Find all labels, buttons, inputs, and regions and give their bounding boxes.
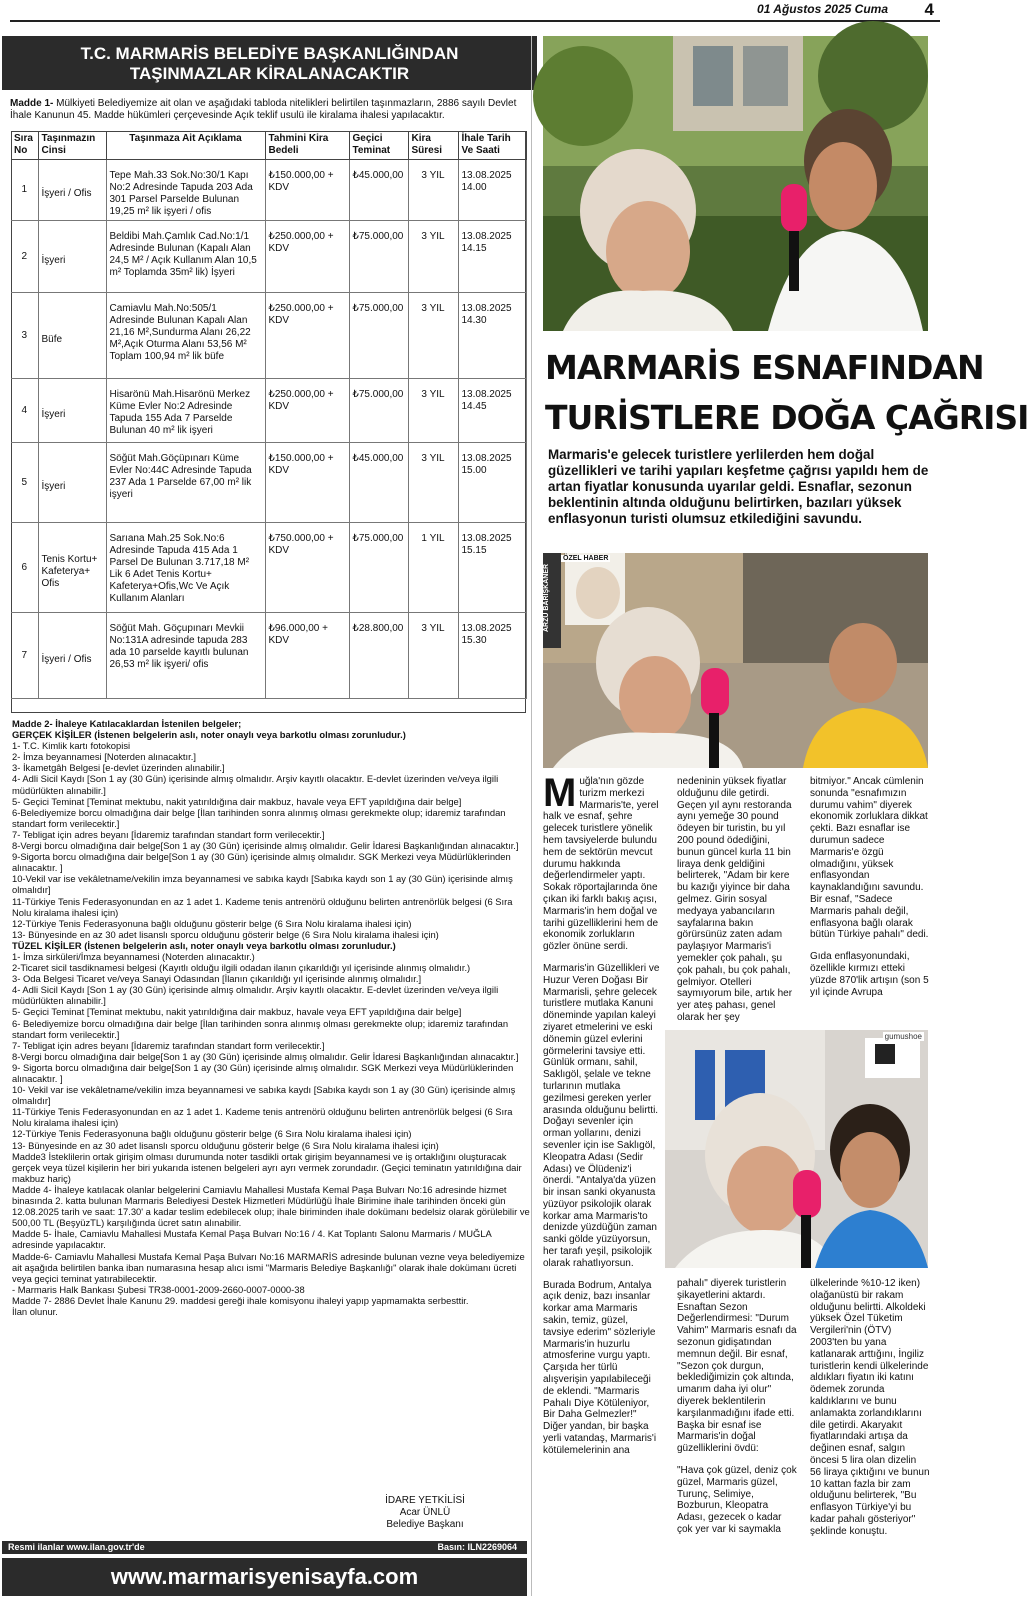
exclusive-label: ÖZEL HABER	[563, 555, 609, 562]
row-date: 13.08.2025 15.15	[458, 523, 526, 613]
row-deposit: ₺45.000,00	[349, 160, 408, 221]
row-no: 1	[11, 160, 38, 221]
col-header: Geçici Teminat	[349, 131, 408, 160]
col-header: Taşınmazın Cinsi	[38, 131, 106, 160]
requirement-line: 11-Türkiye Tenis Federasyonundan en az 1 adet 1. Kademe tenis antrenörü olduğunu belirten antrenörlük belgesi (6 Sıra Nolu kiralama ihalesi için)	[12, 895, 513, 918]
requirement-line: 13- Bünyesinde en az 30 adet lisanslı sporcu olduğunu gösterir belge (6 Sıra Nolu kiralama ihalesi için)	[12, 1139, 439, 1151]
row-type: İşyeri / Ofis	[38, 613, 106, 699]
row-deposit: ₺75.000,00	[349, 379, 408, 443]
row-description: Söğüt Mah.Göçüpınarı Küme Evler No:44C Adresinde Tapuda 237 Ada 1 Parselde 67,00 m² lik işyeri	[106, 443, 265, 523]
requirement-line: 10-Vekil var ise vekâletname/vekilin imza beyannamesi ve sabıka kaydı [Sabıka kaydı son 1 ay (30 Gün) içerisinde almış olmalıdır]	[12, 873, 513, 896]
row-no: 7	[11, 613, 38, 699]
col2b-para1: pahalı" diyerek turistlerin şikayetlerini aktardı. Esnaftan Sezon Değerlendirmesi: "Durum Vahim" Marmaris esnafı da sezonun gidişatından memnun değil. Bir esnaf, "Sezon çok durgun, beklediğimizin çok altında, umarım daha iyi olur" diyerek beklentilerin karşılanmadığını ifade etti. Başka bir esnaf ise Marmaris'in doğal güzelliklerini övdü:	[677, 1278, 797, 1455]
row-description: Camiavlu Mah.No:505/1 Adresinde Bulunan Kapalı Alan 21,16 M²,Sundurma Alanı 26,22 M²,Açık Oturma Alanı 53,56 M² Toplam 100,94 m² lik büfe	[106, 293, 265, 379]
requirement-line: 6-Belediyemize borcu olmadığına dair belge [İlan tarihinden sonra alınmış olması gerekmekte olup; idaremiz tarafından standart form verilecektir.]	[12, 806, 506, 829]
photo-interview-3	[665, 1030, 928, 1268]
requirement-line: 11-Türkiye Tenis Federasyonundan en az 1 adet 1. Kademe tenis antrenörü olduğunu belirten antrenörlük belgesi (6 Sıra Nolu kiralama ihalesi için)	[12, 1106, 513, 1129]
requirement-line: 2- İmza beyannamesi [Noterden alınacaktır.]	[12, 751, 196, 763]
row-description: Söğüt Mah. Göçupınarı Mevkii No:131A adresinde tapuda 283 ada 10 parselde kayıtlı bulunan 26,53 m² lik işyeri/ ofis	[106, 613, 265, 699]
table-row	[11, 523, 526, 613]
requirement-line: 2-Ticaret sicil tasdiknamesi belgesi (Kayıtlı olduğu ilgili odadan ilanın çıkarıldığı yıl içerisinde alınmış olmalıdır.)	[12, 962, 471, 974]
row-date: 13.08.2025 14.30	[458, 293, 526, 379]
article-col-3-top	[810, 776, 930, 1008]
row-duration: 3 YIL	[408, 221, 458, 293]
col-header: Tahmini Kira Bedeli	[265, 131, 349, 160]
row-duration: 3 YIL	[408, 443, 458, 523]
row-deposit: ₺75.000,00	[349, 523, 408, 613]
row-rent: ₺750.000,00 + KDV	[265, 523, 349, 613]
row-description: Hisarönü Mah.Hisarönü Merkez Küme Evler No:2 Adresinde Tapuda 155 Ada 7 Parselde Bulunan 40 m² lik işyeri	[106, 379, 265, 443]
article-col-3-bottom: ülkelerinde %10-12 iken) olağanüstü bir rakam olduğunu belirtti. Alkoldeki yüksek Özel Tüketim Vergileri'nin (ÖTV) 2003'ten bu yana katlanarak arttığını, İngiliz turistlerin kendi ülkelerinde aldıkları fiyatın iki katını ödemek zorunda kaldıklarını ve bunu anlamakta zorlandıklarını dile getirdi. Akaryakıt fiyatlarındaki artışa da değinen esnaf, salgın öncesi 5 lira olan dizelin 56 liraya çıktığını ve bunun 10 kattan fazla bir zam olduğunu belirterek, "Bu enflasyon Türkiye'yi bu kadar pahalı gösteriyor" şeklinde konuştu.	[810, 1278, 930, 1537]
requirement-line: 8-Vergi borcu olmadığına dair belge[Son 1 ay (30 Gün) içerisinde almış olmalıdır. Gelir İdaresi Başkanlığından alınacaktır.]	[12, 840, 519, 852]
row-duration: 3 YIL	[408, 613, 458, 699]
col3-para1: bitmiyor." Ancak cümlenin sonunda "esnafımızın durumu vahim" diyerek ekonomik zorluklara dikkat çekti. Bazı esnaflar ise durumun sadece Marmaris'e özgü olmadığını, yüksek enflasyondan kaynaklandığını savundu. Bir esnaf, "Sadece Marmaris pahalı değil, enflasyona bağlı olarak bütün Türkiye pahalı" dedi.	[810, 776, 929, 941]
requirement-line: 3- Oda Belgesi Ticaret ve/veya Sanayi Odasından [İlanın çıkarıldığı yıl içerisinde alınmış olmalıdır.]	[12, 973, 422, 985]
requirement-line: 9- Sigorta borcu olmadığına dair belge[Son 1 ay (30 Gün) içerisinde almış olmalıdır. SGK Merkezi veya Müdürlüklerinden alınacaktır. ]	[12, 1061, 514, 1084]
requirement-line: 12-Türkiye Tenis Federasyonuna bağlı olduğunu gösterir belge (6 Sıra Nolu kiralama ihalesi için)	[12, 917, 412, 929]
article-col-2-top: nedeninin yüksek fiyatlar olduğunu dile getirdi. Geçen yıl aynı restoranda aynı yemeğe 30 pound ödeyen bir turistin, bu yıl 200 pound ödediğini, bunun güncel kurla 11 bin liraya denk geldiğini belirterek, "Adam bir kere bu kazığı yiyince bir daha gelmez. Girin sosyal medyaya yabancıların sayfalarına bakın görürsünüz zaten adam paylaşıyor Marmaris'i yemekler çok pahalı, şu çok pahalı, bu çok pahalı, gelmiyor. Otelleri saymıyorum bile, artık her yer ateş pahası, genel olarak her şey	[677, 776, 793, 1023]
row-deposit: ₺45.000,00	[349, 443, 408, 523]
row-deposit: ₺75.000,00	[349, 221, 408, 293]
row-type: İşyeri	[38, 443, 106, 523]
row-duration: 1 YIL	[408, 523, 458, 613]
col-header: Taşınmaza Ait Açıklama	[106, 131, 265, 160]
row-date: 13.08.2025 14.15	[458, 221, 526, 293]
row-rent: ₺150.000,00 + KDV	[265, 443, 349, 523]
row-no: 3	[11, 293, 38, 379]
requirement-line: Madde3 İsteklilerin ortak girişim olması durumunda noter tasdikli ortak girişim beyannamesi ve iş ortaklığını oluşturacak gerçek veya tüzel kişilerin her biri yukarıda istenen belgeleri ayrı ayrı vermek zorundadır. (Geçici teminatın yatırıldığına dair makbuz hariç)	[12, 1150, 522, 1184]
col3-para2: Gıda enflasyonundaki, özellikle kırmızı etteki yüzde 870'lik artışın (son 5 yıl içinde Avrupa	[810, 951, 929, 998]
row-date: 13.08.2025 14.00	[458, 160, 526, 221]
requirement-line: 4- Adli Sicil Kaydı [Son 1 ay (30 Gün) içerisinde almış olmalıdır. Arşiv kayıtlı olacaktır. E-devlet üzerinden ve/veya ilgili müdürlükten alınabilir.]	[12, 773, 499, 796]
photo-interview-2	[543, 553, 928, 768]
requirement-line: 4- Adli Sicil Kaydı [Son 1 ay (30 Gün) içerisinde almış olmalıdır. Arşiv kayıtlı olacaktır. E-devlet üzerinden ve/veya ilgili müdürlükten alınabilir.]	[12, 984, 499, 1007]
table-row	[11, 293, 526, 379]
article-col-1	[543, 771, 661, 1467]
col2b-para2: "Hava çok güzel, deniz çok güzel, Marmaris güzel, Turunç, Selimiye, Bozburun, Kleopatra Adası, gezecek o kadar çok yer var ki saymakla	[677, 1464, 797, 1535]
row-rent: ₺150.000,00 + KDV	[265, 160, 349, 221]
website-banner[interactable]: www.marmarisyenisayfa.com	[2, 1558, 527, 1596]
property-table	[11, 131, 527, 699]
requirement-line: 13- Bünyesinde en az 30 adet lisanslı sporcu olduğunu gösterir belge (6 Sıra Nolu kiralama ihalesi için)	[12, 928, 439, 940]
row-type: İşyeri	[38, 221, 106, 293]
requirement-line: 10- Vekil var ise vekâletname/vekilin imza beyannamesi ve sabıka kaydı [Sabıka kaydı son 1 ay (30 Gün) içerisinde almış olmalıdır]	[12, 1084, 516, 1107]
requirement-line: Madde-6- Camiavlu Mahallesi Mustafa Kemal Paşa Bulvarı No:16 MARMARİS adresinde bulunan vezne veya belediyemize ait aşağıda belirtilen banka iban numarasına hesap alıcı ismi "Marmaris Belediye Başkanlığı" olarak ihale dokümanı ücreti veya geçici teminat yatırabilecektir.	[12, 1250, 525, 1284]
requirement-line: 5- Geçici Teminat [Teminat mektubu, nakit yatırıldığına dair makbuz, havale veya EFT yapıldığına dair belge]	[12, 1006, 462, 1018]
row-rent: ₺250.000,00 + KDV	[265, 221, 349, 293]
col-header: İhale Tarih Ve Saati	[458, 131, 526, 160]
signature-block	[340, 1495, 510, 1531]
sign-title: İDARE YETKİLİSİ	[385, 1495, 465, 1506]
sign-role: Belediye Başkanı	[386, 1519, 464, 1530]
col-header: Sıra No	[11, 131, 38, 160]
row-rent: ₺250.000,00 + KDV	[265, 379, 349, 443]
row-duration: 3 YIL	[408, 379, 458, 443]
footer-basin-code: Basın: ILN2269064	[437, 1542, 517, 1552]
requirement-line: 1- T.C. Kimlik kartı fotokopisi	[12, 740, 131, 752]
row-duration: 3 YIL	[408, 293, 458, 379]
table-row	[11, 221, 526, 293]
row-deposit: ₺75.000,00	[349, 293, 408, 379]
header-rule	[10, 20, 940, 22]
requirement-line: Madde 7- 2886 Devlet İhale Kanunu 29. maddesi gereği ihale komisyonu ihaleyi yapıp yapmamakta serbesttir.	[12, 1294, 469, 1306]
row-no: 6	[11, 523, 38, 613]
requirement-line: Madde 2- İhaleye Katılacaklardan İstenilen belgeler;	[12, 718, 242, 729]
requirement-line: TÜZEL KİŞİLER (İstenen belgelerin aslı, noter onaylı veya barkotlu olması zorunludur.)	[12, 939, 396, 951]
row-description: Sarıana Mah.25 Sok.No:6 Adresinde Tapuda 415 Ada 1 Parsel De Bulunan 3.717,18 M² Lik 6 Adet Tenis Kortu+ Kafeterya+Ofis,Wc Ve Açık Kullanım Alanları	[106, 523, 265, 613]
row-description: Beldibi Mah.Çamlık Cad.No:1/1 Adresinde Bulunan (Kapalı Alan 24,5 M² / Açık Kullanım Alan 10,5 m² Toplamda 35m² lik) İşyeri	[106, 221, 265, 293]
row-duration: 3 YIL	[408, 160, 458, 221]
sign-name: Acar ÜNLÜ	[399, 1507, 451, 1518]
row-type: İşyeri	[38, 379, 106, 443]
requirement-line: - Marmaris Halk Bankası Şubesi TR38-0001-2009-2660-0007-0000-38	[12, 1283, 305, 1295]
table-row	[11, 379, 526, 443]
requirement-line: 5- Geçici Teminat [Teminat mektubu, nakit yatırıldığına dair makbuz, havale veya EFT yapıldığına dair belge]	[12, 795, 462, 807]
requirement-line: İlan olunur.	[12, 1305, 58, 1317]
issue-date: 01 Ağustos 2025 Cuma	[757, 2, 888, 16]
photo-interview-1	[543, 36, 928, 331]
requirement-line: 1- İmza sirküleri/İmza beyannamesi (Noterden alınacaktır.)	[12, 950, 255, 962]
headline-line1: MARMARİS ESNAFINDAN	[545, 348, 984, 387]
row-description: Tepe Mah.33 Sok.No:30/1 Kapı No:2 Adresinde Tapuda 203 Ada 301 Parsel Parselde Bulunan 19,25 m² lik işyeri / ofis	[106, 160, 265, 221]
row-date: 13.08.2025 15.30	[458, 613, 526, 699]
row-no: 2	[11, 221, 38, 293]
row-type: Büfe	[38, 293, 106, 379]
col1-para3: Burada Bodrum, Antalya açık deniz, bazı insanlar korkar ama Marmaris sakin, temiz, güzel, tavsiye ederim" sözleriyle Marmaris'in huzurlu atmosferine vurgu yaptı. Çarşıda her türlü alışverişin yapılabileceği de eklendi. "Marmaris Pahalı Diye Kötüleniyor, Bir Daha Gelmezler!" Diğer yandan, bir başka yerli vatandaş, Marmaris'i kötülemelerinin ana	[543, 1279, 657, 1456]
table-row	[11, 613, 526, 699]
row-date: 13.08.2025 14.45	[458, 379, 526, 443]
photo-source-tag: gumushoe	[884, 1032, 922, 1041]
madde1-text: Mülkiyeti Belediyemize ait olan ve aşağıdaki tabloda nitelikleri belirtilen taşınmazların, 2886 sayılı Devlet İhale Kanunun 45. Madde hükümleri çerçevesinde Açık teklif usulü ile kiralama ihalesi yapılacaktır.	[10, 98, 517, 121]
dropcap-letter: M	[543, 771, 577, 815]
article-lead: Marmaris'e gelecek turistlere yerlilerden hem doğal güzellikleri ve tarihi yapıları keşfetme çağrısı yapıldı hem de artan fiyatlar konusunda uyarılar geldi. Esnaflar, sezonun beklentinin altında olduğunu belirtirken, bazıları yüksek enflasyonun turisti olumsuz etkilediğini savundu.	[548, 447, 929, 526]
ad-footer-bar	[2, 1541, 527, 1554]
requirement-line: 8-Vergi borcu olmadığına dair belge[Son 1 ay (30 Gün) içerisinde almış olmalıdır. Gelir İdaresi Başkanlığından alınacaktır.]	[12, 1050, 519, 1062]
requirement-line: 6- Belediyemize borcu olmadığına dair belge [İlan tarihinden sonra alınmış olması gerekmekte olup; idaremiz tarafından standart form verilecektir.]	[12, 1017, 509, 1040]
row-deposit: ₺28.800,00	[349, 613, 408, 699]
requirement-line: 3- İkametgâh Belgesi [e-devlet üzerinden alınabilir.]	[12, 762, 225, 774]
col1-para2: Marmaris'in Güzellikleri ve Huzur Veren Doğası Bir Marmarisli, şehre gelecek turistlere mutlaka Kanuni döneminde yapılan kaleyi ziyaret etmelerini ve eski dönemin güzel evlerini görmelerini tavsiye etti. Günlük ormanı, sahil, Saklıgöl, şelale ve tekne turlarının mutlaka gezilmesi gereken yerler arasında olduğunu belirtti. Doğayı sevenler için orman yollarını, denizi sevenler için ise Saklıgöl, Kleopatra Adası (Sedir Adası) ve Ölüdeniz'i önerdi. "Antalya'da yüzen bir insan sanki okyanusta yüzüyor psikolojik olarak korkar ama Marmaris'to denizde yüzdüğün zaman sanki gölde yüzüyorsun, her tarafı yeşil, psikolojik olarak rahatlıyorsun.	[543, 962, 660, 1269]
requirement-line: Madde 5- İhale, Camiavlu Mahallesi Mustafa Kemal Paşa Bulvarı No:16 / 4. Kat Toplantı Salonu Marmaris / MUĞLA adresinde yapılacaktır.	[12, 1228, 492, 1251]
requirement-line: Madde 4- İhaleye katılacak olanlar belgelerini Camiavlu Mahallesi Mustafa Kemal Paşa Bulvarı No:16 adresinde hizmet binasında 2. katta bulunan Marmaris Belediyesi Destek Hizmetleri Müdürlüğü İhale Birimine ihale tarihinden önceki gün 12.08.2025 tarih ve saat: 17.30' a kadar teslim edebilecek olup; ihale biriminden ihale dokümanı bedelsiz olarak görülebilir ve 500,00 TL (BeşyüzTL) karşılığında ücret satın alınabilir.	[12, 1183, 530, 1229]
table-row	[11, 160, 526, 221]
author-label: ARZU BARIŞKANER	[543, 563, 550, 633]
row-no: 5	[11, 443, 38, 523]
page-number: 4	[924, 0, 934, 19]
requirements-text	[12, 718, 530, 1317]
row-type: İşyeri / Ofis	[38, 160, 106, 221]
requirement-line: 9-Sigorta borcu olmadığına dair belge[Son 1 ay (30 Gün) içerisinde almış olmalıdır. SGK Merkezi veya Müdürlüklerinden alınacaktır. ]	[12, 851, 511, 874]
row-type: Tenis Kortu+ Kafeterya+ Ofis	[38, 523, 106, 613]
ad-title-line1: T.C. MARMARİS BELEDİYE BAŞKANLIĞINDAN	[80, 44, 459, 63]
row-rent: ₺96.000,00 + KDV	[265, 613, 349, 699]
ad-title-box	[2, 36, 537, 90]
requirement-line: 12-Türkiye Tenis Federasyonuna bağlı olduğunu gösterir belge (6 Sıra Nolu kiralama ihalesi için)	[12, 1128, 412, 1140]
article-headline	[545, 343, 1028, 443]
ad-title-line2: TAŞINMAZLAR KİRALANACAKTIR	[129, 64, 410, 83]
col-header: Kira Süresi	[408, 131, 458, 160]
column-divider	[531, 36, 532, 1596]
row-date: 13.08.2025 15.00	[458, 443, 526, 523]
madde1	[10, 98, 535, 122]
row-rent: ₺250.000,00 + KDV	[265, 293, 349, 379]
requirement-line: GERÇEK KİŞİLER (İstenen belgelerin aslı, noter onaylı veya barkotlu olması zorunludur.)	[12, 729, 406, 741]
requirement-line: 7- Tebligat için adres beyanı [İdaremiz tarafından standart form verilecektir.]	[12, 828, 325, 840]
headline-line2: TURİSTLERE DOĞA ÇAĞRISI	[545, 398, 1028, 437]
article-col-2-bottom	[677, 1278, 797, 1546]
col1-para1: uğla'nın gözde turizm merkezi Marmaris'te, yerel halk ve esnaf, şehre gelecek turistlere yönelik hem tavsiyelerde bulundu hem de sektörün mevcut durumu hakkında değerlendirmeler yaptı. Sokak röportajlarında öne çıkan iki farklı bakış açısı, Marmaris'in hem doğal ve tarihi güzelliklerini hem de ekonomik zorlukların gözler önüne serdi.	[543, 776, 659, 953]
row-no: 4	[11, 379, 38, 443]
footer-ilan-link[interactable]: Resmi ilanlar www.ilan.gov.tr'de	[8, 1542, 145, 1552]
madde1-label: Madde 1-	[10, 98, 54, 109]
requirement-line: 7- Tebligat için adres beyanı [İdaremiz tarafından standart form verilecektir.]	[12, 1039, 325, 1051]
table-row	[11, 443, 526, 523]
